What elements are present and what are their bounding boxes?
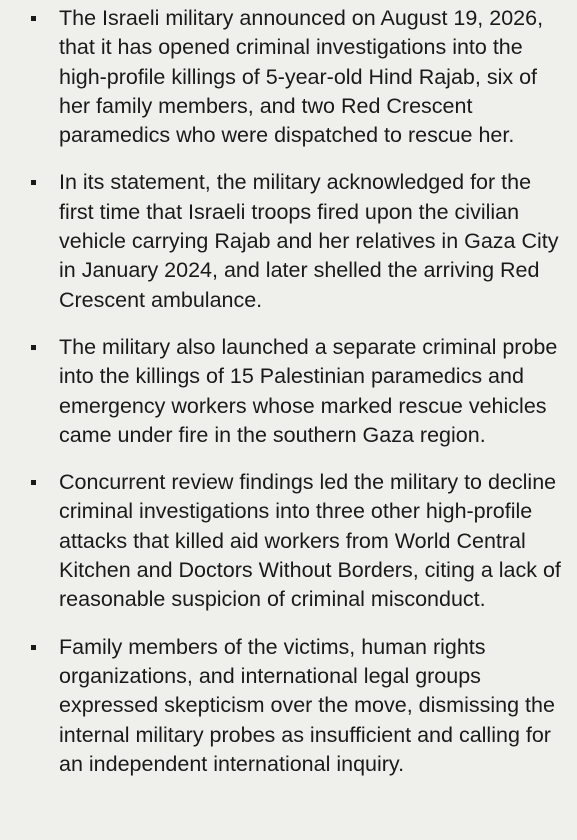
bullet-text: The military also launched a separate criminal probe into the killings of 15 Palestinian paramedics and emergency workers whose marked rescue vehicles came under fire in the southern Gaza region. [59,334,558,447]
bullet-icon [31,345,36,350]
summary-bullet-list [0,4,577,779]
bullet-text: In its statement, the military acknowledged for the first time that Israeli troops fired upon the civilian vehicle carrying Rajab and her relatives in Gaza City in January 2024, and later shelled the arriving Red Crescent ambulance. [59,170,559,312]
bullet-icon [31,480,36,485]
bullet-icon [31,16,36,21]
list-item [0,168,577,314]
bullet-icon [31,180,36,185]
bullet-text: The Israeli military announced on August 19, 2026, that it has opened criminal investigations into the high-profile killings of 5-year-old Hind Rajab, six of her family members, and two Red Crescent paramedics who were dispatched to rescue her. [59,6,544,148]
list-item [0,633,577,779]
list-item [0,333,577,450]
bullet-text: Concurrent review findings led the military to decline criminal investigations into three other high-profile attacks that killed aid workers from World Central Kitchen and Doctors Without Borders, citing a lack of reasonable suspicion of criminal misconduct. [59,470,561,612]
bullet-icon [31,645,36,650]
list-item [0,468,577,614]
bullet-text: Family members of the victims, human rights organizations, and international legal groups expressed skepticism over the move, dismissing the internal military probes as insufficient and calling for an independent international inquiry. [59,634,555,776]
list-item [0,4,577,150]
